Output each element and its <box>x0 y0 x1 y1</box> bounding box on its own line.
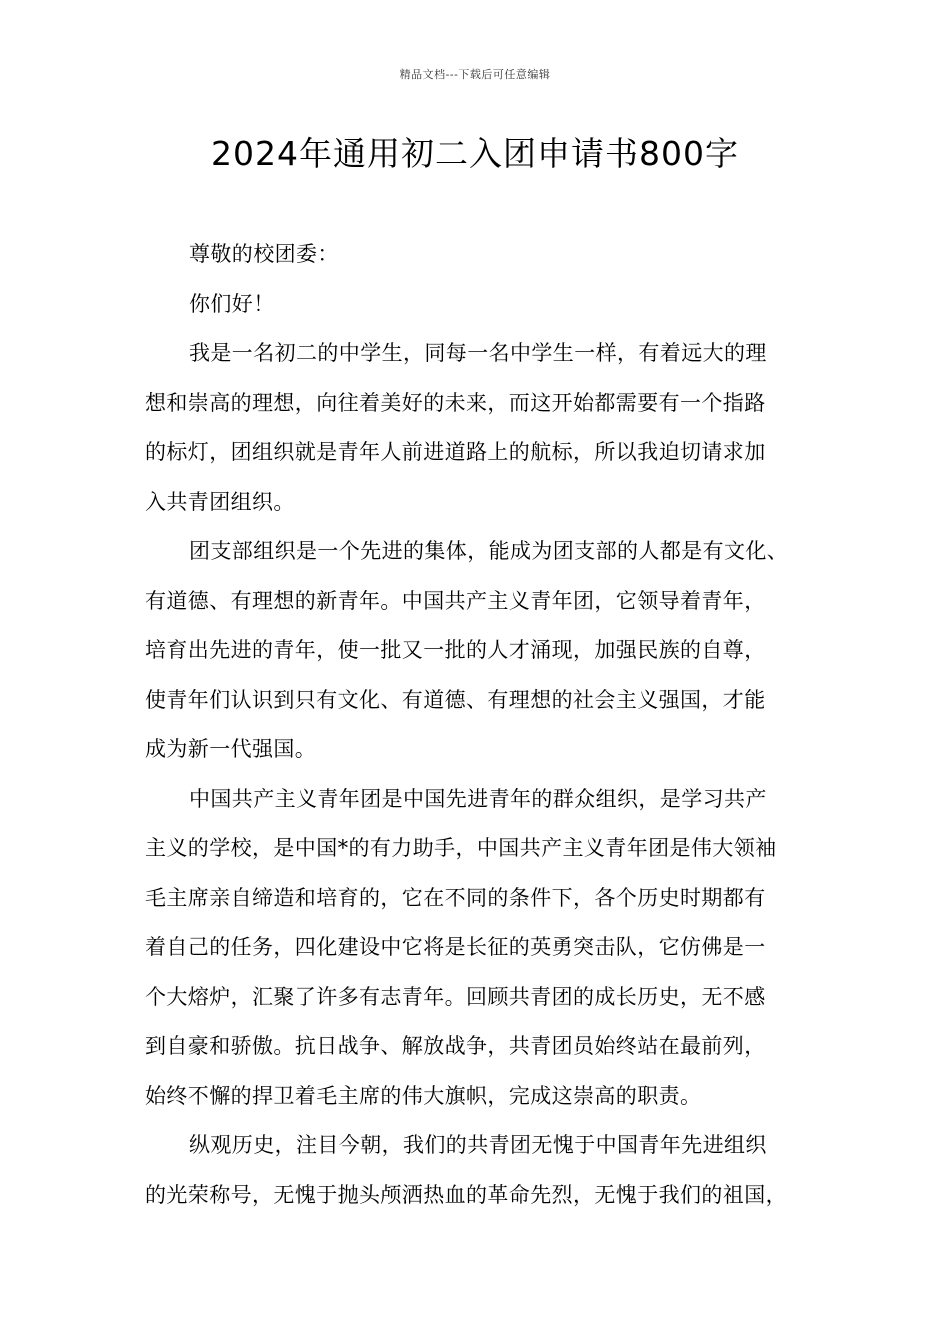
salutation: 尊敬的校团委： <box>189 242 339 266</box>
paragraph-line: 主义的学校，是中国*的有力助手，中国共产主义青年团是伟大领袖 <box>145 836 777 860</box>
document-title: 2024年通用初二入团申请书800字 <box>211 134 739 173</box>
paragraph-line: 纵观历史，注目今朝，我们的共青团无愧于中国青年先进组织 <box>189 1133 767 1157</box>
paragraph-line: 到自豪和骄傲。抗日战争、解放战争，共青团员始终站在最前列， <box>145 1034 766 1058</box>
paragraph-line: 使青年们认识到只有文化、有道德、有理想的社会主义强国，才能 <box>145 687 766 712</box>
paragraph-line: 培育出先进的青年，使一批又一批的人才涌现，加强民族的自尊， <box>145 638 766 662</box>
paragraph-line: 始终不懈的捍卫着毛主席的伟大旗帜，完成这崇高的职责。 <box>145 1083 702 1108</box>
paragraph-line: 着自己的任务，四化建设中它将是长征的英勇突击队，它仿佛是一 <box>145 935 766 959</box>
header-note: 精品文档---下载后可任意编辑 <box>399 68 551 81</box>
greeting: 你们好！ <box>189 291 275 316</box>
paragraph-line: 个大熔炉，汇聚了许多有志青年。回顾共青团的成长历史，无不感 <box>145 984 766 1009</box>
paragraph-line: 我是一名初二的中学生，同每一名中学生一样，有着远大的理 <box>189 341 767 365</box>
paragraph-line: 的标灯，团组织就是青年人前进道路上的航标，所以我迫切请求加 <box>145 440 766 464</box>
paragraph-line: 有道德、有理想的新青年。中国共产主义青年团，它领导着青年， <box>145 588 766 613</box>
paragraph-line: 的光荣称号，无愧于抛头颅洒热血的革命先烈，无愧于我们的祖国， <box>145 1182 787 1207</box>
paragraph-line: 团支部组织是一个先进的集体，能成为团支部的人都是有文化、 <box>189 539 789 563</box>
paragraph-line: 中国共产主义青年团是中国先进青年的群众组织，是学习共产 <box>189 786 767 811</box>
paragraph-line: 成为新一代强国。 <box>145 737 317 761</box>
document-body <box>145 230 817 1220</box>
paragraph-line: 毛主席亲自缔造和培育的，它在不同的条件下，各个历史时期都有 <box>145 885 766 910</box>
paragraph-line: 入共青团组织。 <box>145 489 295 514</box>
paragraph-line: 想和崇高的理想，向往着美好的未来，而这开始都需要有一个指路 <box>145 390 766 415</box>
